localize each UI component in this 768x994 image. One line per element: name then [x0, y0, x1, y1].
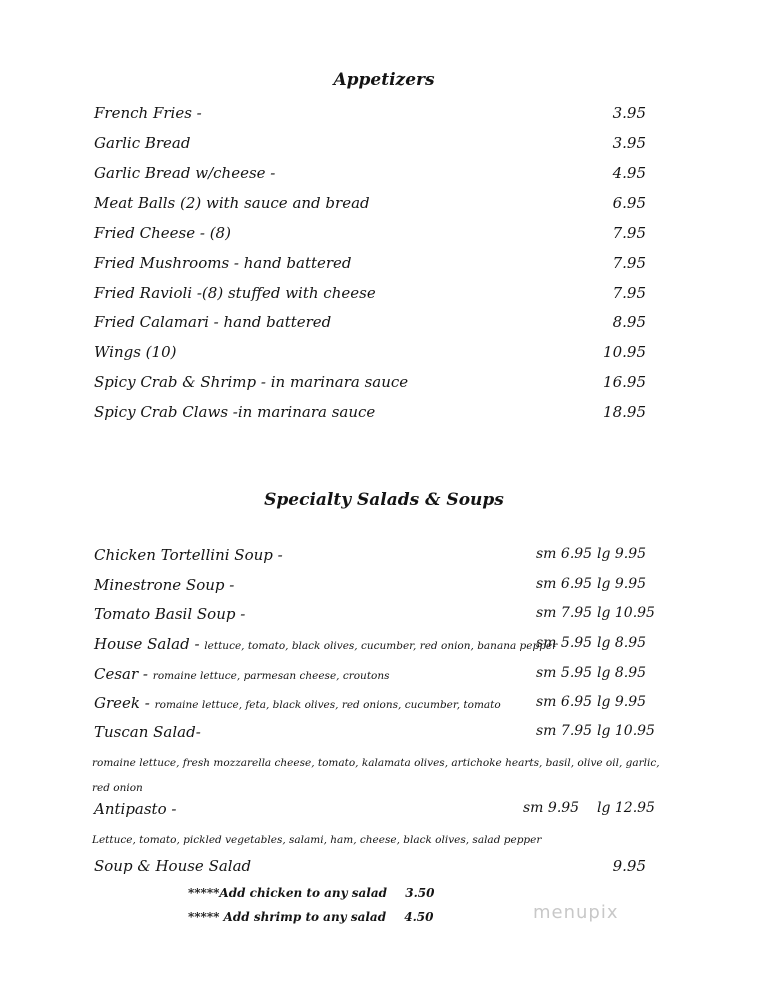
- item-price: 16.95: [603, 373, 646, 391]
- menu-item: [0, 723, 768, 747]
- menu-item: [0, 857, 768, 881]
- addon-line: [188, 910, 434, 924]
- large-price: lg 9.95: [597, 576, 647, 592]
- item-title: Greek -: [94, 694, 150, 712]
- menu-item: [0, 104, 768, 128]
- small-price: sm 7.95: [536, 605, 593, 621]
- item-name: Garlic Bread: [94, 134, 191, 152]
- item-name: Fried Calamari - hand battered: [94, 313, 332, 331]
- large-price: lg 8.95: [597, 665, 647, 681]
- item-name: Fried Cheese - (8): [94, 224, 231, 242]
- menu-item: [0, 576, 768, 600]
- item-price: 7.95: [612, 254, 646, 272]
- item-name: [94, 665, 390, 683]
- small-price: sm 6.95: [536, 546, 593, 562]
- large-price: lg 9.95: [597, 546, 647, 562]
- addon-text: *****Add chicken to any salad: [188, 886, 388, 900]
- item-name: Antipasto -: [94, 800, 177, 818]
- menu-item: [0, 665, 768, 689]
- item-price: 7.95: [612, 224, 646, 242]
- large-price: lg 8.95: [597, 635, 647, 651]
- item-name: [94, 635, 557, 653]
- item-title: Cesar -: [94, 665, 149, 683]
- item-name: Fried Ravioli -(8) stuffed with cheese: [94, 284, 376, 302]
- item-price: 10.95: [603, 343, 646, 361]
- menu-item: [0, 605, 768, 629]
- small-price: sm 6.95: [536, 576, 593, 592]
- item-name: Fried Mushrooms - hand battered: [94, 254, 352, 272]
- item-name: French Fries -: [94, 104, 202, 122]
- menu-item: [0, 224, 768, 248]
- item-title: House Salad -: [94, 635, 200, 653]
- menu-item: [0, 254, 768, 278]
- menu-item: [0, 343, 768, 367]
- appetizers-heading: Appetizers: [333, 70, 435, 90]
- menu-item: [0, 194, 768, 218]
- item-price: 18.95: [603, 403, 646, 421]
- item-name: Chicken Tortellini Soup -: [94, 546, 283, 564]
- item-price: 9.95: [612, 857, 646, 875]
- large-price: lg 10.95: [597, 723, 655, 739]
- menu-item: [0, 284, 768, 308]
- large-price: lg 10.95: [597, 605, 655, 621]
- item-name: Minestrone Soup -: [94, 576, 235, 594]
- menu-item: [0, 373, 768, 397]
- menu-item: [0, 313, 768, 337]
- item-name: Wings (10): [94, 343, 177, 361]
- small-price: sm 5.95: [536, 665, 593, 681]
- item-price: 3.95: [612, 134, 646, 152]
- item-name: Tomato Basil Soup -: [94, 605, 246, 623]
- addon-line: [188, 886, 434, 900]
- item-name: Spicy Crab & Shrimp - in marinara sauce: [94, 373, 409, 391]
- item-price: 7.95: [612, 284, 646, 302]
- addon-price: 4.50: [404, 910, 434, 924]
- menu-item: [0, 694, 768, 718]
- item-price: 4.95: [612, 164, 646, 182]
- watermark-logo: menupix: [533, 902, 619, 923]
- item-description: romaine lettuce, feta, black olives, red onions, cucumber, tomato: [154, 699, 501, 711]
- large-price: lg 12.95: [597, 800, 655, 816]
- tuscan-description: romaine lettuce, fresh mozzarella cheese, tomato, kalamata olives, artichoke hearts, basil, olive oil, garlic, red onion: [92, 757, 660, 794]
- item-price: 8.95: [612, 313, 646, 331]
- item-name: [94, 694, 501, 712]
- addon-price: 3.50: [405, 886, 435, 900]
- item-price: 6.95: [612, 194, 646, 212]
- antipasto-description: Lettuce, tomato, pickled vegetables, salami, ham, cheese, black olives, salad pepper: [92, 834, 542, 846]
- item-name: Meat Balls (2) with sauce and bread: [94, 194, 370, 212]
- item-description: romaine lettuce, parmesan cheese, croutons: [152, 670, 390, 682]
- item-description: lettuce, tomato, black olives, cucumber, red onion, banana pepper: [204, 640, 558, 652]
- menu-item: [0, 635, 768, 659]
- salads-heading: Specialty Salads & Soups: [264, 490, 504, 510]
- item-name: Soup & House Salad: [94, 857, 252, 875]
- small-price: sm 7.95: [536, 723, 593, 739]
- large-price: lg 9.95: [597, 694, 647, 710]
- item-name: Tuscan Salad-: [94, 723, 201, 741]
- menu-item: [0, 546, 768, 570]
- menu-item: [0, 164, 768, 188]
- small-price: sm 6.95: [536, 694, 593, 710]
- small-price: sm 9.95: [523, 800, 580, 816]
- menu-item: [0, 800, 768, 824]
- item-name: Garlic Bread w/cheese -: [94, 164, 276, 182]
- item-name: Spicy Crab Claws -in marinara sauce: [94, 403, 376, 421]
- menu-item: [0, 134, 768, 158]
- small-price: sm 5.95: [536, 635, 593, 651]
- addon-text: ***** Add shrimp to any salad: [188, 910, 387, 924]
- item-price: 3.95: [612, 104, 646, 122]
- menu-item: [0, 403, 768, 427]
